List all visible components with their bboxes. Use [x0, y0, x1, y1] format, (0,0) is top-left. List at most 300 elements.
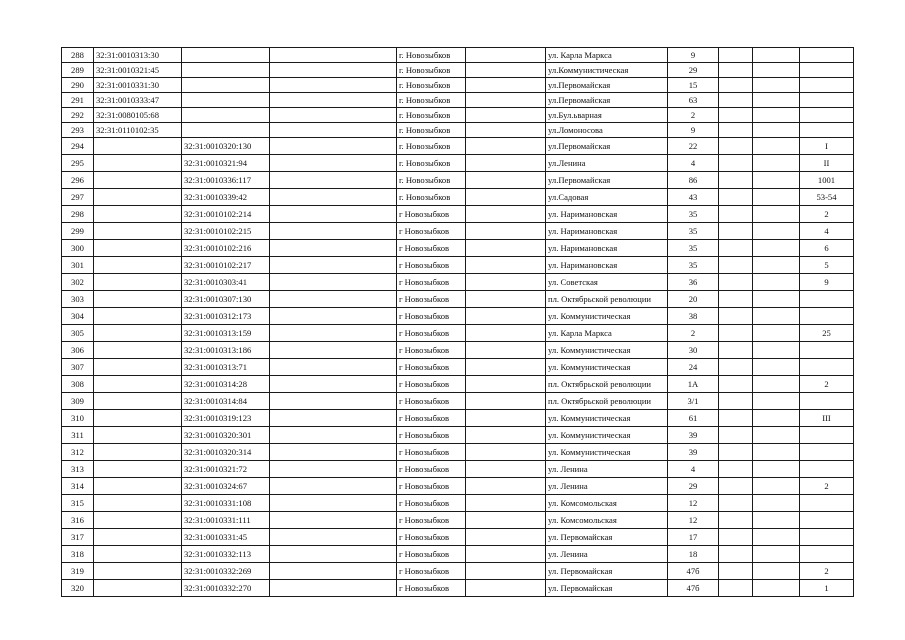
street: ул.Первомайская [546, 93, 668, 108]
apartment: 2 [800, 376, 854, 393]
cadastral-number-b: 32:31:0010339:42 [182, 189, 270, 206]
cadastral-number-a: 32:31:0080105:68 [94, 108, 182, 123]
empty-cell [270, 48, 397, 63]
empty-cell [719, 393, 753, 410]
table-row [62, 223, 854, 240]
table-row [62, 274, 854, 291]
town: г Новозыбков [397, 444, 466, 461]
town: г Новозыбков [397, 257, 466, 274]
empty-cell [270, 512, 397, 529]
empty-cell [753, 63, 800, 78]
empty-cell [270, 108, 397, 123]
empty-cell [466, 410, 546, 427]
empty-cell [270, 206, 397, 223]
empty-cell [270, 580, 397, 597]
house-number: 3/1 [668, 393, 719, 410]
empty-cell [719, 189, 753, 206]
cadastral-number-b [182, 93, 270, 108]
table-row [62, 308, 854, 325]
empty-cell [270, 123, 397, 138]
empty-cell [466, 206, 546, 223]
cadastral-number-a [94, 376, 182, 393]
record-number: 294 [62, 138, 94, 155]
house-number: 43 [668, 189, 719, 206]
town: г Новозыбков [397, 563, 466, 580]
cadastral-number-a: 32:31:0010321:45 [94, 63, 182, 78]
house-number: 30 [668, 342, 719, 359]
record-number: 298 [62, 206, 94, 223]
cadastral-number-b [182, 48, 270, 63]
cadastral-number-b: 32:31:0010307:130 [182, 291, 270, 308]
cadastral-number-b: 32:31:0010331:108 [182, 495, 270, 512]
empty-cell [753, 546, 800, 563]
table-row [62, 410, 854, 427]
street: ул. Первомайская [546, 529, 668, 546]
table-body [62, 48, 854, 597]
empty-cell [466, 48, 546, 63]
table-row [62, 172, 854, 189]
empty-cell [753, 172, 800, 189]
street: ул. Коммунистическая [546, 410, 668, 427]
table-row [62, 393, 854, 410]
empty-cell [719, 206, 753, 223]
apartment: 1001 [800, 172, 854, 189]
empty-cell [466, 308, 546, 325]
street: ул. Коммунистическая [546, 359, 668, 376]
empty-cell [753, 359, 800, 376]
empty-cell [270, 172, 397, 189]
apartment [800, 63, 854, 78]
town: г Новозыбков [397, 206, 466, 223]
cadastral-number-b: 32:31:0010102:217 [182, 257, 270, 274]
apartment [800, 359, 854, 376]
apartment [800, 308, 854, 325]
empty-cell [719, 291, 753, 308]
town: г. Новозыбков [397, 138, 466, 155]
record-number: 304 [62, 308, 94, 325]
town: г Новозыбков [397, 240, 466, 257]
apartment: 2 [800, 563, 854, 580]
cadastral-number-b: 32:31:0010313:159 [182, 325, 270, 342]
street: ул. Ленина [546, 478, 668, 495]
street: ул. Коммунистическая [546, 444, 668, 461]
house-number: 2 [668, 325, 719, 342]
empty-cell [270, 342, 397, 359]
apartment [800, 93, 854, 108]
house-number: 12 [668, 512, 719, 529]
empty-cell [753, 93, 800, 108]
town: г Новозыбков [397, 223, 466, 240]
cadastral-number-b: 32:31:0010321:94 [182, 155, 270, 172]
empty-cell [753, 478, 800, 495]
registry-table [61, 47, 854, 597]
cadastral-number-b: 32:31:0010324:67 [182, 478, 270, 495]
cadastral-number-a [94, 172, 182, 189]
empty-cell [270, 274, 397, 291]
cadastral-number-a [94, 427, 182, 444]
empty-cell [466, 63, 546, 78]
apartment: III [800, 410, 854, 427]
street: ул.Ленина [546, 155, 668, 172]
empty-cell [719, 342, 753, 359]
record-number: 303 [62, 291, 94, 308]
cadastral-number-b: 32:31:0010312:173 [182, 308, 270, 325]
town: г Новозыбков [397, 427, 466, 444]
cadastral-number-a [94, 223, 182, 240]
apartment [800, 512, 854, 529]
empty-cell [719, 444, 753, 461]
house-number: 12 [668, 495, 719, 512]
street: ул. Советская [546, 274, 668, 291]
cadastral-number-a [94, 495, 182, 512]
empty-cell [719, 155, 753, 172]
table-row [62, 546, 854, 563]
street: ул. Наримановская [546, 257, 668, 274]
house-number: 1А [668, 376, 719, 393]
cadastral-number-a [94, 138, 182, 155]
street: ул. Наримановская [546, 223, 668, 240]
cadastral-number-a [94, 393, 182, 410]
table-row [62, 563, 854, 580]
cadastral-number-b [182, 63, 270, 78]
empty-cell [270, 495, 397, 512]
table-row [62, 478, 854, 495]
empty-cell [270, 410, 397, 427]
empty-cell [270, 563, 397, 580]
street: ул. Наримановская [546, 240, 668, 257]
apartment: 6 [800, 240, 854, 257]
empty-cell [753, 410, 800, 427]
street: ул. Коммунистическая [546, 342, 668, 359]
table-row [62, 240, 854, 257]
empty-cell [270, 155, 397, 172]
empty-cell [719, 359, 753, 376]
house-number: 39 [668, 427, 719, 444]
town: г. Новозыбков [397, 93, 466, 108]
street: ул.Садовая [546, 189, 668, 206]
table-row [62, 342, 854, 359]
empty-cell [466, 461, 546, 478]
empty-cell [466, 393, 546, 410]
empty-cell [719, 274, 753, 291]
house-number: 9 [668, 48, 719, 63]
empty-cell [466, 172, 546, 189]
empty-cell [753, 138, 800, 155]
record-number: 301 [62, 257, 94, 274]
empty-cell [466, 240, 546, 257]
record-number: 291 [62, 93, 94, 108]
empty-cell [719, 308, 753, 325]
empty-cell [753, 580, 800, 597]
apartment [800, 291, 854, 308]
empty-cell [719, 427, 753, 444]
record-number: 308 [62, 376, 94, 393]
empty-cell [466, 108, 546, 123]
empty-cell [466, 155, 546, 172]
empty-cell [719, 546, 753, 563]
street: ул. Первомайская [546, 580, 668, 597]
street: ул. Ленина [546, 461, 668, 478]
empty-cell [719, 172, 753, 189]
empty-cell [753, 444, 800, 461]
empty-cell [753, 155, 800, 172]
town: г. Новозыбков [397, 123, 466, 138]
table-row [62, 48, 854, 63]
house-number: 35 [668, 240, 719, 257]
empty-cell [466, 444, 546, 461]
apartment [800, 48, 854, 63]
cadastral-number-b: 32:31:0010332:269 [182, 563, 270, 580]
cadastral-number-b: 32:31:0010331:45 [182, 529, 270, 546]
empty-cell [753, 240, 800, 257]
cadastral-number-b: 32:31:0010313:71 [182, 359, 270, 376]
empty-cell [270, 393, 397, 410]
cadastral-number-a [94, 410, 182, 427]
table-row [62, 123, 854, 138]
empty-cell [270, 444, 397, 461]
house-number: 63 [668, 93, 719, 108]
empty-cell [719, 478, 753, 495]
street: ул. Коммунистическая [546, 427, 668, 444]
table-row [62, 257, 854, 274]
empty-cell [466, 563, 546, 580]
cadastral-number-a [94, 155, 182, 172]
empty-cell [719, 63, 753, 78]
empty-cell [466, 580, 546, 597]
empty-cell [753, 274, 800, 291]
empty-cell [466, 512, 546, 529]
empty-cell [466, 291, 546, 308]
empty-cell [466, 359, 546, 376]
empty-cell [719, 223, 753, 240]
apartment: 25 [800, 325, 854, 342]
empty-cell [466, 325, 546, 342]
town: г. Новозыбков [397, 78, 466, 93]
empty-cell [753, 206, 800, 223]
town: г. Новозыбков [397, 172, 466, 189]
street: ул. Комсомольская [546, 512, 668, 529]
empty-cell [753, 78, 800, 93]
empty-cell [466, 138, 546, 155]
cadastral-number-b: 32:31:0010314:84 [182, 393, 270, 410]
empty-cell [466, 478, 546, 495]
house-number: 22 [668, 138, 719, 155]
house-number: 47б [668, 580, 719, 597]
house-number: 9 [668, 123, 719, 138]
house-number: 86 [668, 172, 719, 189]
apartment: I [800, 138, 854, 155]
empty-cell [270, 138, 397, 155]
empty-cell [466, 123, 546, 138]
cadastral-number-a [94, 359, 182, 376]
apartment [800, 444, 854, 461]
empty-cell [466, 78, 546, 93]
cadastral-number-a [94, 308, 182, 325]
cadastral-number-b: 32:31:0010332:270 [182, 580, 270, 597]
record-number: 315 [62, 495, 94, 512]
apartment [800, 393, 854, 410]
house-number: 38 [668, 308, 719, 325]
record-number: 290 [62, 78, 94, 93]
table-row [62, 461, 854, 478]
empty-cell [719, 123, 753, 138]
cadastral-number-a [94, 529, 182, 546]
apartment [800, 427, 854, 444]
empty-cell [466, 427, 546, 444]
table-row [62, 529, 854, 546]
town: г. Новозыбков [397, 108, 466, 123]
empty-cell [753, 189, 800, 206]
house-number: 47б [668, 563, 719, 580]
table-row [62, 155, 854, 172]
town: г Новозыбков [397, 580, 466, 597]
apartment [800, 546, 854, 563]
apartment: 2 [800, 478, 854, 495]
cadastral-number-a [94, 274, 182, 291]
house-number: 39 [668, 444, 719, 461]
cadastral-number-a [94, 240, 182, 257]
empty-cell [753, 461, 800, 478]
cadastral-number-b: 32:31:0010314:28 [182, 376, 270, 393]
apartment: 9 [800, 274, 854, 291]
cadastral-number-a: 32:31:0010331:30 [94, 78, 182, 93]
cadastral-number-b: 32:31:0010332:113 [182, 546, 270, 563]
apartment [800, 123, 854, 138]
street: пл. Октябрьской революции [546, 291, 668, 308]
town: г Новозыбков [397, 274, 466, 291]
empty-cell [719, 495, 753, 512]
empty-cell [753, 257, 800, 274]
empty-cell [719, 48, 753, 63]
town: г Новозыбков [397, 291, 466, 308]
empty-cell [466, 376, 546, 393]
empty-cell [753, 495, 800, 512]
street: пл. Октябрьской революции [546, 376, 668, 393]
empty-cell [270, 478, 397, 495]
table-row [62, 427, 854, 444]
town: г Новозыбков [397, 478, 466, 495]
empty-cell [753, 376, 800, 393]
empty-cell [270, 427, 397, 444]
table-row [62, 580, 854, 597]
table-row [62, 206, 854, 223]
empty-cell [753, 512, 800, 529]
cadastral-number-b [182, 123, 270, 138]
table-row [62, 495, 854, 512]
street: ул. Коммунистическая [546, 308, 668, 325]
record-number: 299 [62, 223, 94, 240]
cadastral-number-a: 32:31:0010333:47 [94, 93, 182, 108]
table-row [62, 512, 854, 529]
table-row [62, 63, 854, 78]
empty-cell [719, 563, 753, 580]
empty-cell [270, 189, 397, 206]
street: ул. Первомайская [546, 563, 668, 580]
town: г Новозыбков [397, 393, 466, 410]
empty-cell [719, 93, 753, 108]
cadastral-number-b [182, 108, 270, 123]
record-number: 309 [62, 393, 94, 410]
empty-cell [270, 546, 397, 563]
empty-cell [753, 563, 800, 580]
town: г Новозыбков [397, 342, 466, 359]
empty-cell [753, 108, 800, 123]
record-number: 296 [62, 172, 94, 189]
empty-cell [270, 325, 397, 342]
cadastral-number-a [94, 291, 182, 308]
empty-cell [270, 63, 397, 78]
cadastral-number-b: 32:31:0010336:117 [182, 172, 270, 189]
house-number: 18 [668, 546, 719, 563]
cadastral-number-b: 32:31:0010320:314 [182, 444, 270, 461]
cadastral-number-a: 32:31:0010313:30 [94, 48, 182, 63]
empty-cell [466, 495, 546, 512]
empty-cell [719, 512, 753, 529]
apartment [800, 78, 854, 93]
cadastral-number-a [94, 189, 182, 206]
cadastral-number-a [94, 580, 182, 597]
street: пл. Октябрьской революции [546, 393, 668, 410]
cadastral-number-a [94, 206, 182, 223]
record-number: 313 [62, 461, 94, 478]
record-number: 307 [62, 359, 94, 376]
empty-cell [719, 78, 753, 93]
table-row [62, 359, 854, 376]
record-number: 316 [62, 512, 94, 529]
house-number: 35 [668, 223, 719, 240]
town: г. Новозыбков [397, 189, 466, 206]
house-number: 35 [668, 257, 719, 274]
empty-cell [753, 308, 800, 325]
street: ул. Ленина [546, 546, 668, 563]
table-row [62, 376, 854, 393]
record-number: 293 [62, 123, 94, 138]
empty-cell [466, 342, 546, 359]
empty-cell [753, 342, 800, 359]
town: г. Новозыбков [397, 155, 466, 172]
record-number: 318 [62, 546, 94, 563]
table-row [62, 325, 854, 342]
apartment: II [800, 155, 854, 172]
empty-cell [753, 223, 800, 240]
record-number: 305 [62, 325, 94, 342]
empty-cell [270, 308, 397, 325]
empty-cell [719, 138, 753, 155]
empty-cell [719, 410, 753, 427]
empty-cell [270, 359, 397, 376]
cadastral-number-b: 32:31:0010303:41 [182, 274, 270, 291]
empty-cell [270, 461, 397, 478]
cadastral-number-b: 32:31:0010313:186 [182, 342, 270, 359]
empty-cell [270, 291, 397, 308]
record-number: 302 [62, 274, 94, 291]
town: г Новозыбков [397, 529, 466, 546]
record-number: 306 [62, 342, 94, 359]
table-row [62, 78, 854, 93]
empty-cell [719, 108, 753, 123]
empty-cell [719, 461, 753, 478]
house-number: 36 [668, 274, 719, 291]
empty-cell [270, 376, 397, 393]
record-number: 311 [62, 427, 94, 444]
house-number: 4 [668, 155, 719, 172]
street: ул.Ломоносова [546, 123, 668, 138]
empty-cell [719, 376, 753, 393]
town: г Новозыбков [397, 410, 466, 427]
town: г Новозыбков [397, 308, 466, 325]
cadastral-number-a [94, 444, 182, 461]
street: ул. Наримановская [546, 206, 668, 223]
